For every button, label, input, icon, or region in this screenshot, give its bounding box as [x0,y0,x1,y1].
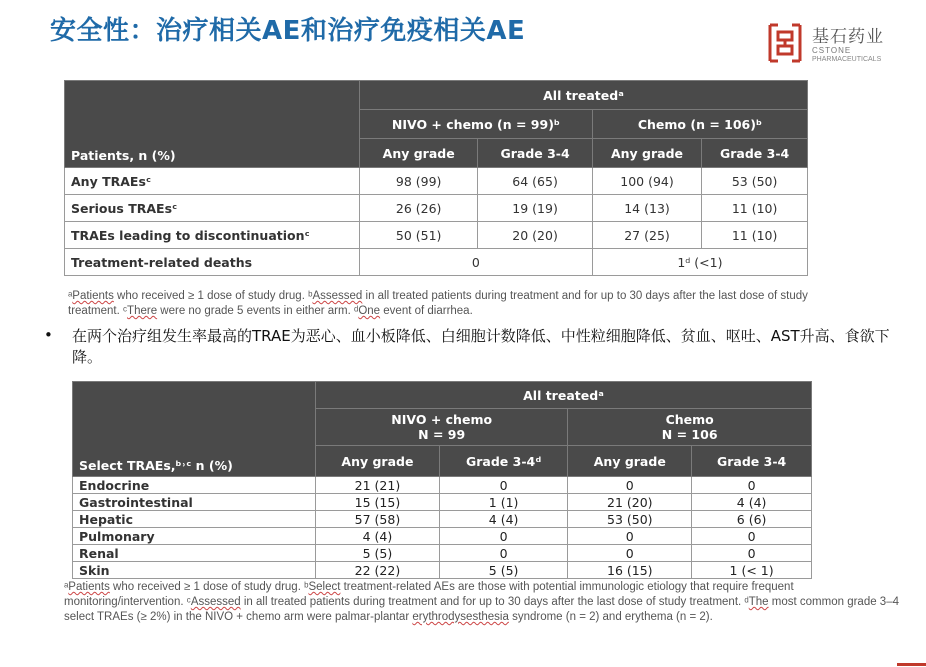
bullet-icon: • [44,326,53,344]
cell: 21 (21) [316,477,440,494]
footnote-text: who received ≥ 1 dose of study drug. [113,290,309,302]
row-label: Any TRAEsᶜ [65,168,360,195]
cell: 1 (1) [439,494,567,511]
table2-col-any-grade: Any grade [316,446,440,477]
cell: 100 (94) [592,168,701,195]
table2-group-chemo [568,409,812,446]
group-n: N = 106 [661,427,718,442]
cell: 20 (20) [478,222,592,249]
footnote-word: erythrodysesthesia [412,611,509,623]
cstone-logo-icon [766,22,804,64]
select-trae-table [72,381,812,579]
cell: 0 [439,477,567,494]
footnote-mark: ᵇ [304,581,309,593]
row-label: Gastrointestinal [73,494,316,511]
cell: 19 (19) [478,195,592,222]
table2-group-nivo [316,409,568,446]
table1-col-any-grade: Any grade [360,139,478,168]
cell: 0 [568,528,692,545]
cell: 15 (15) [316,494,440,511]
cell: 0 [692,545,812,562]
cell: 0 [568,477,692,494]
cell: 27 (25) [592,222,701,249]
table-row [65,195,808,222]
logo-chinese-name: 基石药业 [812,27,884,47]
cell: 4 (4) [316,528,440,545]
cell: 0 [360,249,593,276]
footnote-text: in all treated patients during treatment and for up to 30 days after the last dose of study treatment. [240,596,745,608]
table2-col-grade-3-4: Grade 3-4ᵈ [439,446,567,477]
cell: 1ᵈ (<1) [592,249,807,276]
cell: 50 (51) [360,222,478,249]
footnote-word: The [748,596,769,608]
table-row [73,528,812,545]
table-row [73,545,812,562]
group-label: NIVO + chemo [391,412,493,427]
cell: 53 (50) [702,168,808,195]
table1-footnote [68,289,848,319]
footnote-word: Patients [72,290,114,302]
footnote-text: syndrome (n = 2) and erythema (n = 2). [508,611,713,623]
cell: 5 (5) [316,545,440,562]
table-row [65,249,808,276]
trae-summary-table [64,80,808,276]
cell: 0 [439,545,567,562]
table1-group-chemo: Chemo (n = 106)ᵇ [592,110,807,139]
footnote-mark: ᵃ [68,290,73,302]
row-label: TRAEs leading to discontinuationᶜ [65,222,360,249]
footnote-mark: ᵇ [308,290,313,302]
cell: 21 (20) [568,494,692,511]
table1-col-any-grade: Any grade [592,139,701,168]
table1-row-header: Patients, n (%) [65,81,360,168]
row-label: Renal [73,545,316,562]
row-label: Endocrine [73,477,316,494]
table2-col-any-grade: Any grade [568,446,692,477]
footnote-mark: ᶜ [186,596,191,608]
footnote-text: were no grade 5 events in either arm. [157,305,354,317]
cell: 16 (15) [568,562,692,579]
footnote-text: event of diarrhea. [380,305,473,317]
cell: 6 (6) [692,511,812,528]
footnote-word: Assessed [190,596,241,608]
table2-row-header: Select TRAEs,ᵇ˒ᶜ n (%) [73,382,316,477]
row-label: Hepatic [73,511,316,528]
accent-bar [897,663,926,666]
cell: 64 (65) [478,168,592,195]
table2-footnote [64,580,908,625]
cell: 53 (50) [568,511,692,528]
row-label: Serious TRAEsᶜ [65,195,360,222]
cell: 4 (4) [439,511,567,528]
row-label: Skin [73,562,316,579]
footnote-mark: ᵃ [64,581,69,593]
table2-top-header: All treatedᵃ [316,382,812,409]
table-row [73,562,812,579]
cell: 26 (26) [360,195,478,222]
cell: 14 (13) [592,195,701,222]
footnote-mark: ᵈ [353,305,359,317]
cell: 1 (< 1) [692,562,812,579]
table-row [73,494,812,511]
table2-col-grade-3-4: Grade 3-4 [692,446,812,477]
cell: 4 (4) [692,494,812,511]
row-label: Pulmonary [73,528,316,545]
footnote-word: One [358,305,381,317]
logo-english-subtitle: PHARMACEUTICALS [812,56,882,63]
cell: 57 (58) [316,511,440,528]
company-logo [766,22,906,68]
row-label: Treatment-related deaths [65,249,360,276]
table1-top-header: All treatedᵃ [360,81,808,110]
cell: 22 (22) [316,562,440,579]
footnote-text: who received ≥ 1 dose of study drug. [109,581,305,593]
table-row [65,168,808,195]
table1-col-grade-3-4: Grade 3-4 [478,139,592,168]
group-n: N = 99 [418,427,466,442]
footnote-mark: ᵈ [744,596,749,608]
footnote-text: most common grade 3–4 select TRAEs (≥ 2%) in the NIVO + chemo arm were palmar-plantar [64,596,899,623]
cell: 11 (10) [702,195,808,222]
cell: 11 (10) [702,222,808,249]
page-title: 安全性：治疗相关AE和治疗免疫相关AE [50,16,526,46]
footnote-word: Assessed [312,290,363,302]
group-label: Chemo [665,412,714,427]
table1-col-grade-3-4: Grade 3-4 [702,139,808,168]
cell: 5 (5) [439,562,567,579]
table-row [73,477,812,494]
footnote-word: There [127,305,158,317]
footnote-word: Select [308,581,341,593]
logo-english-name: CSTONE [812,46,852,55]
footnote-text: treatment-related AEs are those with potential immunologic etiology that require frequent monitoring/intervention. [64,581,794,608]
footnote-word: Patients [68,581,110,593]
cell: 0 [692,528,812,545]
footnote-mark: ᶜ [122,305,128,317]
bullet-text: 在两个治疗组发生率最高的TRAE为恶心、血小板降低、白细胞计数降低、中性粒细胞降低、贫血、呕吐、AST升高、食欲下降。 [72,327,890,366]
table1-group-nivo: NIVO + chemo (n = 99)ᵇ [360,110,593,139]
table-row [65,222,808,249]
footnote-text: in all treated patients during treatment and for up to 30 days after the last dose of study treatment. [68,290,808,317]
cell: 98 (99) [360,168,478,195]
cell: 0 [692,477,812,494]
cell: 0 [568,545,692,562]
table-row [73,511,812,528]
cell: 0 [439,528,567,545]
